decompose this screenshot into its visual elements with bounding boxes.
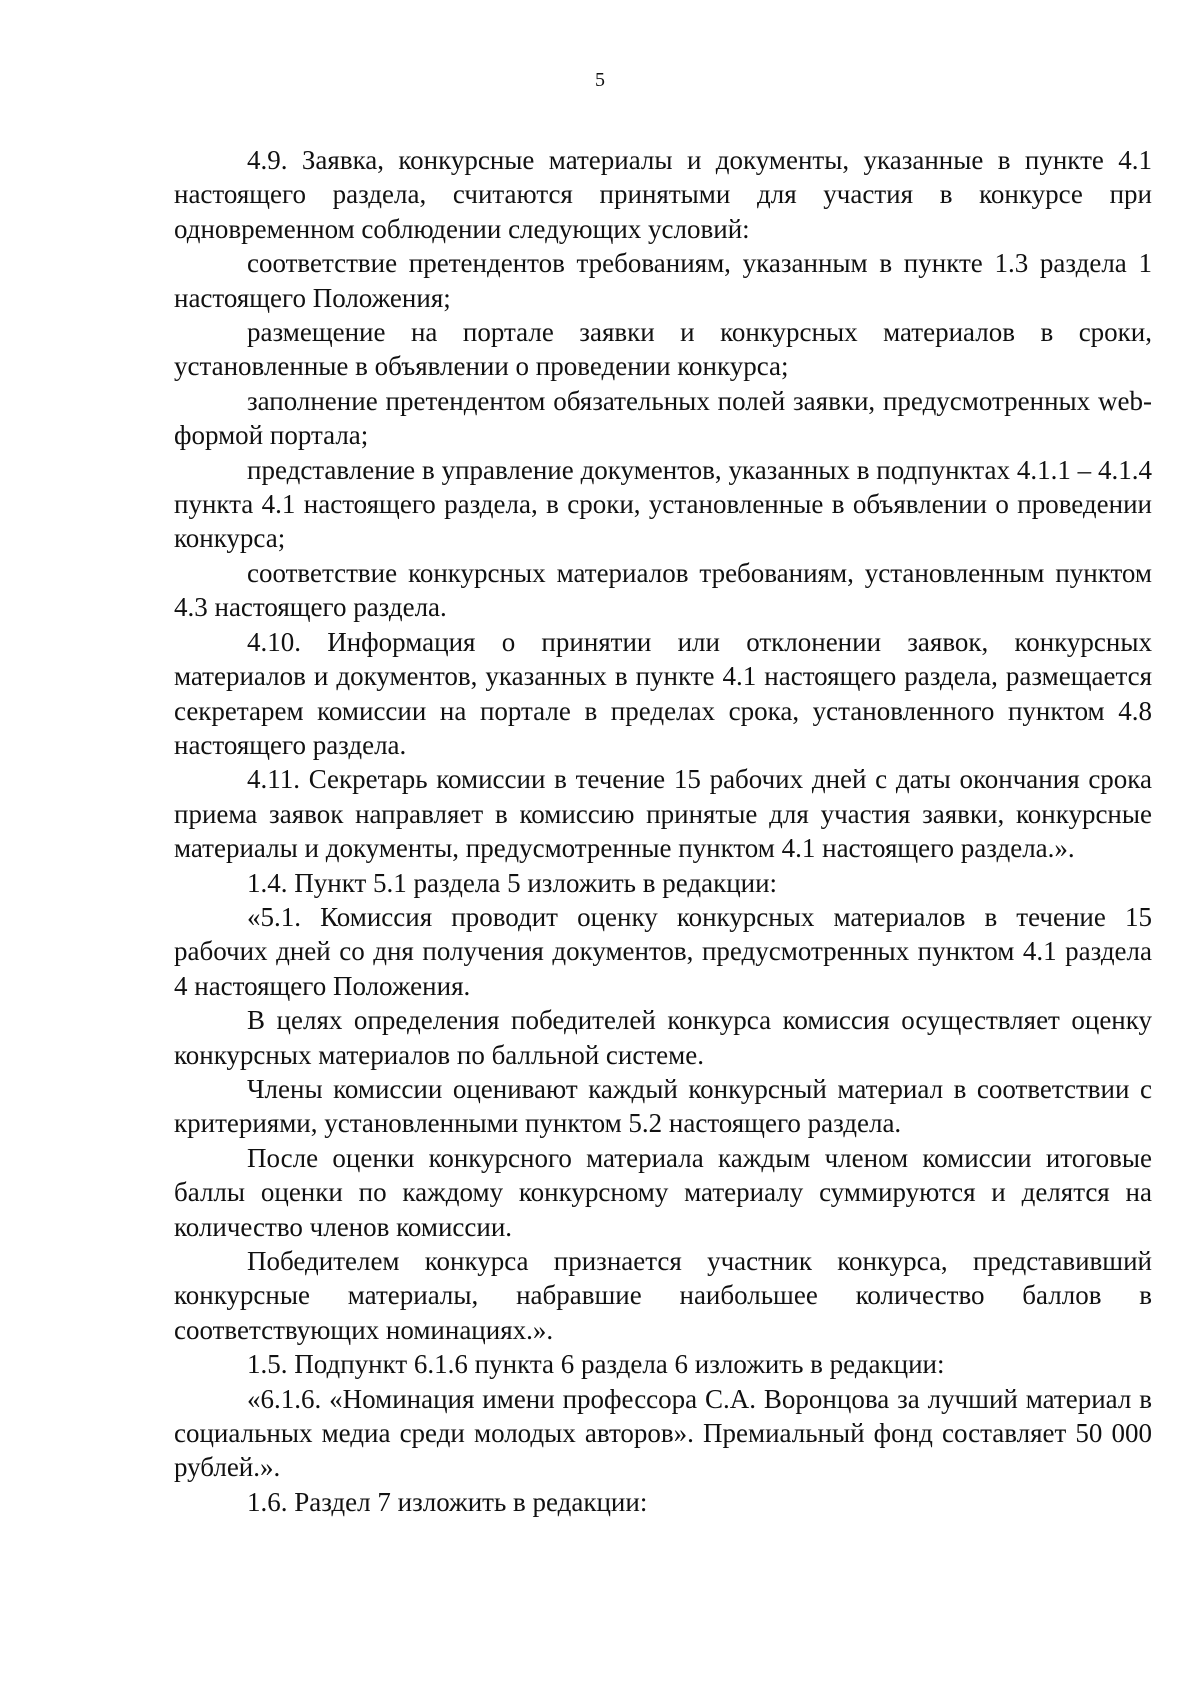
condition-materials: соответствие конкурсных материалов требованиям, установленным пунктом 4.3 настоящего раздела. (174, 557, 1152, 623)
paragraph-5-1: «5.1. Комиссия проводит оценку конкурсных материалов в течение 15 рабочих дней со дня получения документов, предусмотренных пунктом 4.1 раздела 4 настоящего Положения. (174, 901, 1152, 1001)
winner-paragraph: Победителем конкурса признается участник конкурса, представивший конкурсные материалы, набравшие наибольшее количество баллов в соответствующих номинациях.». (174, 1246, 1152, 1345)
condition-documents: представление в управление документов, указанных в подпунктах 4.1.1 – 4.1.4 пункта 4.1 настоящего раздела, в сроки, установленные в объявлении о проведении конкурса; (174, 454, 1152, 554)
condition-web-form: заполнение претендентом обязательных полей заявки, предусмотренных web-формой портала; (174, 385, 1152, 451)
paragraph-4-11: 4.11. Секретарь комиссии в течение 15 рабочих дней с даты окончания срока приема заявок направляет в комиссию принятые для участия заявки, конкурсные материалы и документы, предусмотренные пунктом 4.1 настоящего раздела.». (174, 764, 1152, 864)
amendment-1-6: 1.6. Раздел 7 изложить в редакции: (247, 1486, 648, 1517)
paragraph-4-9: 4.9. Заявка, конкурсные материалы и документы, указанные в пункте 4.1 настоящего раздела, считаются принятыми для участия в конкурсе при одновременном соблюдении следующих условий: (174, 145, 1152, 244)
amendment-1-4: 1.4. Пункт 5.1 раздела 5 изложить в редакции: (247, 867, 778, 898)
scoring-system-paragraph: В целях определения победителей конкурса комиссия осуществляет оценку конкурсных материалов по балльной системе. (174, 1005, 1152, 1070)
paragraph-4-10: 4.10. Информация о принятии или отклонении заявок, конкурсных материалов и документов, указанных в пункте 4.1 настоящего раздела, размещается секретарем комиссии на портале в пределах срока, установленного пунктом 4.8 настоящего раздела. (174, 626, 1152, 760)
paragraph-6-1-6: «6.1.6. «Номинация имени профессора С.А. Воронцова за лучший материал в социальных медиа среди молодых авторов». Премиальный фонд составляет 50 000 рублей.». (174, 1383, 1152, 1483)
condition-requirements: соответствие претендентов требованиям, указанным в пункте 1.3 раздела 1 настоящего Положения; (174, 248, 1152, 313)
document-body (174, 143, 1152, 1519)
criteria-paragraph: Члены комиссии оценивают каждый конкурсный материал в соответствии с критериями, установленными пунктом 5.2 настоящего раздела. (174, 1073, 1152, 1139)
final-score-paragraph: После оценки конкурсного материала каждым членом комиссии итоговые баллы оценки по каждому конкурсному материалу суммируются и делятся на количество членов комиссии. (174, 1142, 1152, 1242)
amendment-1-5: 1.5. Подпункт 6.1.6 пункта 6 раздела 6 изложить в редакции: (247, 1349, 945, 1380)
page-number: 5 (595, 69, 605, 91)
condition-portal-placement: размещение на портале заявки и конкурсных материалов в сроки, установленные в объявлении о проведении конкурса; (174, 317, 1152, 382)
